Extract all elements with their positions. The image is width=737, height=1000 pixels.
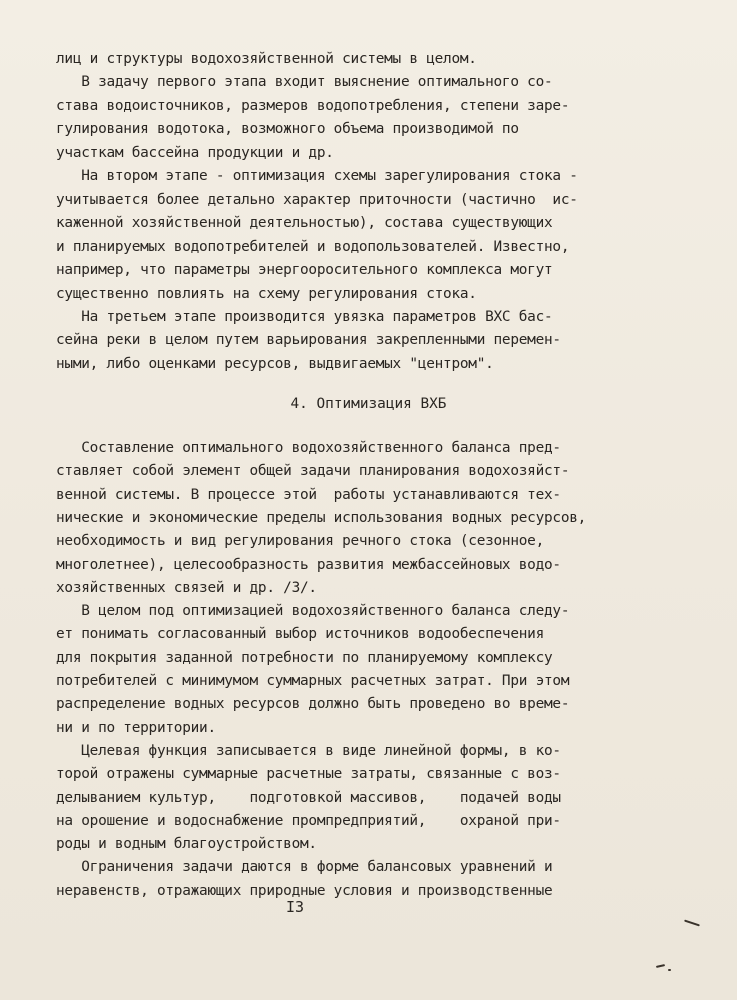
text-line: В целом под оптимизацией водохозяйственного баланса следу- [56,603,570,620]
text-line: необходимость и вид регулирования речного стока (сезонное, [56,533,545,550]
text-line: става водоисточников, размеров водопотребления, степени заре- [56,97,570,114]
text-line: хозяйственных связей и др. /3/. [56,579,317,596]
text-line: существенно повлиять на схему регулирования стока. [56,285,477,302]
text-line: лиц и структуры водохозяйственной системы в целом. [56,51,477,67]
text-line: сейна реки в целом путем варьирования закрепленными перемен- [56,332,561,349]
text-line: Ограничения задачи даются в форме балансовых уравнений и [56,859,553,876]
text-line: потребителей с минимумом суммарных расчетных затрат. При этом [56,673,570,689]
text-line: делыванием культур, подготовкой массивов, подачей воды [56,789,561,806]
text-line: В задачу первого этапа входит выяснение оптимального со- [56,74,553,91]
text-line: Составление оптимального водохозяйственного баланса пред- [56,440,561,456]
text-line: каженной хозяйственной деятельностью), состава существующих [56,215,553,232]
text-line: многолетнее), целесообразность развития межбассейновых водо- [56,556,561,573]
text-line: неравенств, отражающих природные условия и производственные [56,882,553,899]
text-line: На втором этапе - оптимизация схемы зарегулирования стока - [56,168,578,185]
text-line: например, что параметры энергооросительного комплекса могут [56,262,553,279]
text-line: ни и по территории. [56,719,216,736]
text-line: нические и экономические пределы использования водных ресурсов, [56,509,587,526]
text-line: На третьем этапе производится увязка параметров ВХС бас- [56,308,553,325]
text-line: гулирования водотока, возможного объема производимой по [56,121,519,138]
text-line: Целевая функция записывается в виде линейной формы, в ко- [56,742,561,759]
text-line: для покрытия заданной потребности по планируемому комплексу [56,649,553,666]
section-heading: 4. Оптимизация ВХБ [290,396,447,412]
text-line: участкам бассейна продукции и др. [56,144,334,161]
ink-mark [668,969,671,971]
text-line: роды и водным благоустройством. [56,836,317,853]
text-line: ставляет собой элемент общей задачи планирования водохозяйст- [56,463,570,480]
text-line: ными, либо оценками ресурсов, выдвигаемых "центром". [56,355,494,372]
text-line: венной системы. В процессе этой работы устанавливаются тех- [56,486,561,503]
ink-mark [684,920,700,927]
text-line: ет понимать согласованный выбор источников водообеспечения [56,626,545,643]
text-line: учитывается более детально характер приточности (частично ис- [56,191,578,208]
text-line: и планируемых водопотребителей и водопользователей. Известно, [56,238,570,255]
text-line: торой отражены суммарные расчетные затраты, связанные с воз- [56,766,561,783]
page-number: I3 [285,898,305,916]
ink-mark [656,964,665,968]
text-line: распределение водных ресурсов должно быть проведено во време- [56,696,570,713]
text-line: на орошение и водоснабжение промпредприятий, охраной при- [56,812,561,829]
